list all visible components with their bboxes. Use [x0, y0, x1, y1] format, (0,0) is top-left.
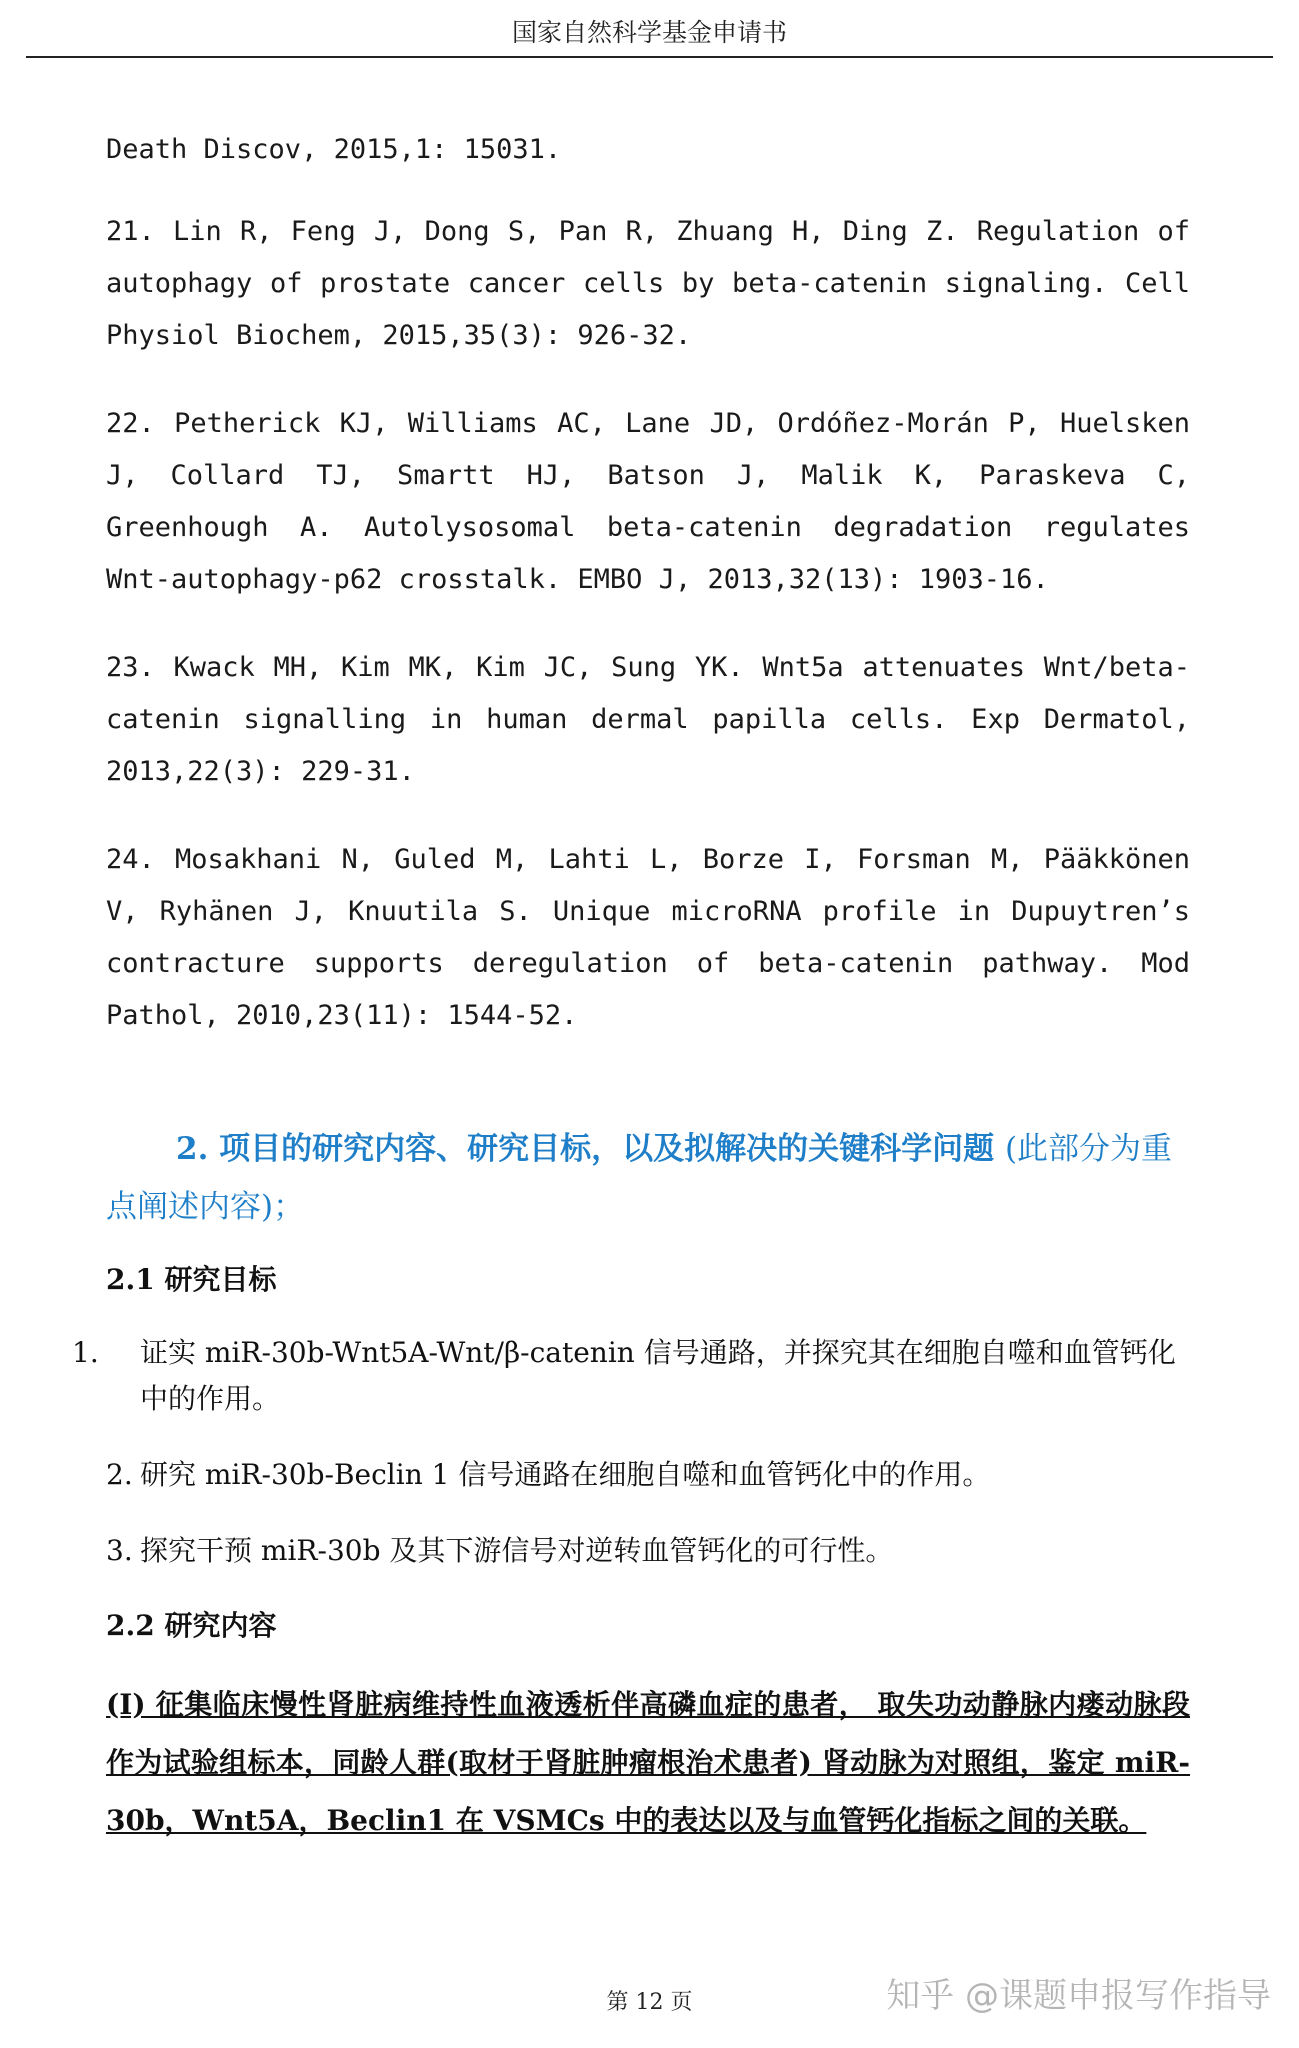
goal-number: 3.	[106, 1534, 133, 1567]
reference-24: 24. Mosakhani N, Guled M, Lahti L, Borze I, Forsman M, Pääkkönen V, Ryhänen J, Knuutila S. Unique microRNA profile in Dupuytren’s contracture supports deregulation of beta-catenin pathway. Mod Pathol, 2010,23(11): 1544-52.	[106, 844, 1190, 1031]
reference-22: 22. Petherick KJ, Williams AC, Lane JD, Ordóñez-Morán P, Huelsken J, Collard TJ, Smartt HJ, Batson J, Malik K, Paraskeva C, Greenhough A. Autolysosomal beta-catenin degradation regulates Wnt-autophagy-p62 crosstalk. EMBO J, 2013,32(13): 1903-16.	[106, 408, 1190, 595]
reference-continuation: Death Discov, 2015,1: 15031.	[106, 134, 562, 165]
page-content	[72, 124, 1190, 1850]
goal-item	[106, 1452, 1190, 1498]
contents-title: 2.2 研究内容	[106, 1609, 277, 1642]
goal-number: 1.	[72, 1336, 99, 1369]
header-title: 国家自然科学基金申请书	[511, 18, 787, 47]
watermark: 知乎 @课题申报写作指导	[886, 1976, 1271, 2016]
goals-title: 2.1 研究目标	[106, 1263, 277, 1296]
goal-number: 2.	[106, 1458, 133, 1491]
section-heading-note: (此部分为重点阐述内容)；	[106, 1131, 1173, 1225]
goal-text: 证实 miR-30b-Wnt5A-Wnt/β-catenin 信号通路，并探究其在细胞自噬和血管钙化中的作用。	[140, 1336, 1176, 1415]
reference-23: 23. Kwack MH, Kim MK, Kim JC, Sung YK. Wnt5a attenuates Wnt/beta-catenin signalling in human dermal papilla cells. Exp Dermatol, 2013,22(3): 229-31.	[106, 652, 1190, 787]
document-header	[26, 10, 1273, 58]
section-heading	[106, 1120, 1190, 1236]
goal-item	[106, 1528, 1190, 1574]
goal-text: 研究 miR-30b-Beclin 1 信号通路在细胞自噬和血管钙化中的作用。	[140, 1458, 991, 1491]
section-heading-text: 2. 项目的研究内容、研究目标，以及拟解决的关键科学问题	[176, 1131, 995, 1167]
goal-item	[72, 1330, 1190, 1422]
reference-21: 21. Lin R, Feng J, Dong S, Pan R, Zhuang H, Ding Z. Regulation of autophagy of prostate cancer cells by beta-catenin signaling. Cell Physiol Biochem, 2015,35(3): 926-32.	[106, 216, 1190, 351]
goal-text: 探究干预 miR-30b 及其下游信号对逆转血管钙化的可行性。	[140, 1534, 894, 1567]
page-number: 第 12 页	[606, 1990, 693, 2015]
research-content-item-1: (I) 征集临床慢性肾脏病维持性血液透析伴高磷血症的患者， 取失功动静脉内瘘动脉段作为试验组标本，同龄人群(取材于肾脏肿瘤根治术患者) 肾动脉为对照组，鉴定 miR-30b，Wnt5A，Beclin1 在 VSMCs 中的表达以及与血管钙化指标之间的关联。	[106, 1688, 1190, 1837]
